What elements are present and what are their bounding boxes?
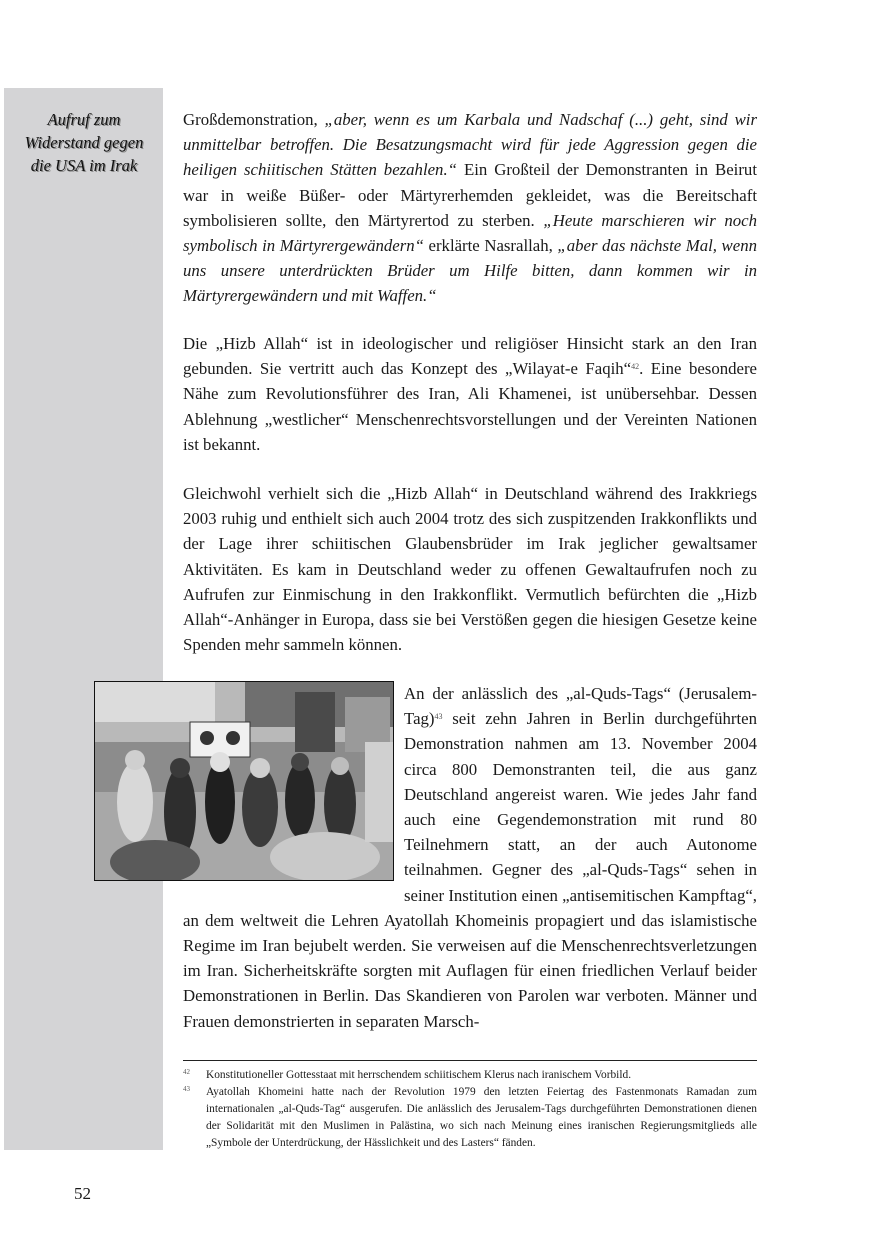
text-run: Großdemonstration, bbox=[183, 110, 325, 129]
footnote-text: Ayatollah Khomeini hatte nach der Revolution 1979 den letzten Feiertag des Fastenmonats Ramadan zum internationalen „al-Quds-Tag“ ausgerufen. Die anlässlich des Jerusalem-Tags durchgeführten Demonstrationen dienen der Solidarität mit den Muslimen in Palästina, wo sich nach Meinung eines iranischen Regierungsmitglieds alle „Symbole der Unterdrückung, der Hässlichkeit und des Lasters“ fänden. bbox=[206, 1086, 757, 1149]
footnote-42 bbox=[183, 1067, 757, 1084]
text-run: erklärte Nasrallah, bbox=[423, 236, 558, 256]
margin-heading-line: Widerstand gegen bbox=[24, 133, 144, 152]
text-run: Die „Hizb Allah“ ist in ideologischer und religiöser Hinsicht stark an den Iran gebunden. Sie vertritt auch das Konzept des „Wilayat-e Faqih“ bbox=[183, 334, 757, 379]
footnote-ref[interactable]: 43 bbox=[434, 712, 443, 722]
quote-run: „aber das nächste Mal, wenn uns unsere unterdrückten Brüder um Hilfe bitten, dann kommen wir in Märtyrergewändern und mit Waffen.“ bbox=[183, 236, 757, 306]
text-run: . Eine besondere Nähe zum Revolutionsführer des Iran, Ali Khamenei, ist unübersehbar. Dessen Ablehnung „westlicher“ Menschenrechtsvorstellungen und der Vereinten Nationen ist bekannt. bbox=[183, 359, 757, 454]
footnote-43 bbox=[183, 1084, 757, 1152]
footnote-number: 43 bbox=[183, 1085, 190, 1093]
footnote-number: 42 bbox=[183, 1068, 190, 1076]
quote-run: „aber, wenn es um Karbala und Nadschaf (...) geht, sind wir unmittelbar betroffen. Die Besatzungsmacht wird für jede Aggression gegen die heiligen schiitischen Stätten bezahlen.“ bbox=[183, 110, 757, 180]
margin-sidebar bbox=[4, 88, 163, 1150]
margin-heading-line: die USA im Irak bbox=[30, 156, 138, 175]
paragraph-2 bbox=[183, 331, 757, 457]
text-run: Ein Großteil der Demonstranten in Beirut war in weiße Büßer- oder Märtyrerhemden gekleidet, was die Bereitschaft symbolisieren sollte, den Märtyrertod zu sterben. bbox=[183, 160, 757, 230]
footnotes bbox=[183, 1060, 757, 1152]
paragraph-3-text: Gleichwohl verhielt sich die „Hizb Allah“ in Deutschland während des Irakkriegs 2003 ruhig und enthielt sich auch 2004 trotz des sich zuspitzenden Irakkonflikts und der Lage ihrer schiitischen Glaubensbrüder im Irak jeglicher gewaltsamer Aktivitäten. Es kam in Deutschland weder zu offenen Gewaltaufrufen noch zu Aufrufen zur Einmischung in den Irakkonflikt. Vermutlich befürchten die „Hizb Allah“-Anhänger in Europa, dass sie bei Verstößen gegen die hiesigen Gesetze keine Spenden mehr sammeln können. bbox=[183, 484, 757, 655]
paragraph-1 bbox=[183, 107, 757, 309]
margin-heading bbox=[8, 108, 160, 177]
footnote-ref[interactable]: 42 bbox=[631, 362, 640, 372]
paragraph-3 bbox=[183, 481, 757, 657]
demonstration-photo bbox=[94, 681, 394, 881]
page-number: 52 bbox=[74, 1184, 91, 1203]
margin-heading-line: Aufruf zum bbox=[47, 110, 121, 129]
paragraph-4 bbox=[183, 681, 757, 1034]
quote-run: „Heute marschieren wir noch symbolisch in Märtyrergewändern“ bbox=[183, 210, 757, 256]
footnote-text: Konstitutioneller Gottesstaat mit herrschendem schiitischem Klerus nach iranischem Vorbild. bbox=[206, 1069, 632, 1081]
text-run: seit zehn Jahren in Berlin durchgeführten Demonstration nahmen am 13. November 2004 circa 800 Demonstranten teil, die aus ganz Deutschland angereist waren. Wie jedes Jahr fand auch eine Gegendemonstration mit rund 80 Teilnehmern statt, an der auch Autonome teilnahmen. Gegner des „al-Quds-Tags“ sehen in seiner Institution einen „antisemitischen Kampftag“, an dem weltweit die Lehren Ayatollah Khomeinis propagiert und das islamistische Regime im Iran bejubelt werden. Sie verweisen auf die Menschenrechtsverletzungen im Iran. Sicherheitskräfte sorgten mit Auflagen für einen friedlichen Verlauf beider Demonstrationen in Berlin. Das Skandieren von Parolen war verboten. Männer und Frauen demonstrierten in separaten Marsch- bbox=[183, 709, 757, 1031]
text-run: An der anlässlich des „al-Quds-Tags“ (Jerusalem-Tag) bbox=[404, 684, 757, 729]
